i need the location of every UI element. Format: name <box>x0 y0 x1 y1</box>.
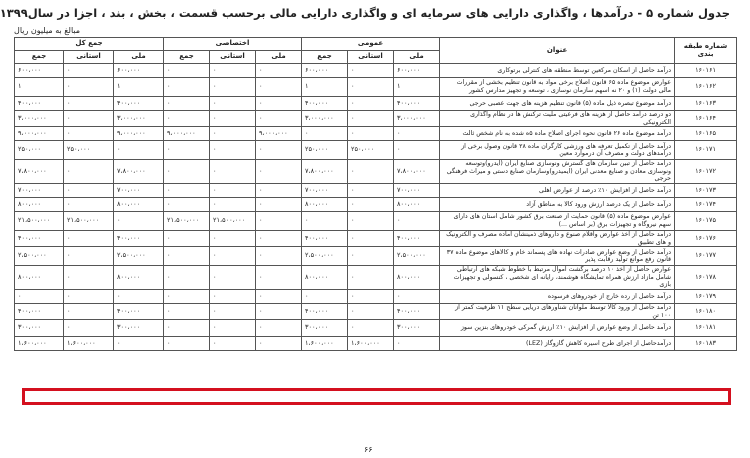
row-value-gs: ۷،۸۰۰،۰۰۰ <box>302 160 348 184</box>
row-value-gn: ۰ <box>394 211 440 230</box>
row-value-tp: ۰ <box>64 197 114 211</box>
row-title: درآمد موضوع ماده ۲۶ قانون نحوه اجرای اصلاح ماده ۵ه شده به نام شخص ثالث <box>440 127 675 141</box>
page-title: جدول شماره ۵ - درآمدها ، واگذاری دارایی های سرمایه ای و واگذاری دارایی مالی برحسب قسمت ، بخش ، بند ، اجزا در سال۱۳۹۹ <box>0 6 730 20</box>
row-value-gn: ۷،۸۰۰،۰۰۰ <box>394 160 440 184</box>
row-code: ۱۶۰۱۶۴ <box>675 111 737 127</box>
row-code: ۱۶۰۱۷۱ <box>675 141 737 160</box>
row-value-gp: ۰ <box>348 303 394 319</box>
page-number: ۶۶ <box>364 445 373 454</box>
row-value-tp: ۰ <box>64 266 114 290</box>
row-value-sp: ۰ <box>210 289 256 303</box>
row-value-tn: ۴۰۰،۰۰۰ <box>114 230 164 246</box>
row-value-tp: ۱،۶۰۰،۰۰۰ <box>64 337 114 351</box>
row-value-sn: ۰ <box>256 289 302 303</box>
row-value-gs: ۱ <box>302 78 348 97</box>
row-value-ts: ۲۱،۵۰۰،۰۰۰ <box>15 211 64 230</box>
row-value-ts: ۸۰۰،۰۰۰ <box>15 197 64 211</box>
row-value-gp: ۰ <box>348 183 394 197</box>
row-value-gn: ۳۰۰،۰۰۰ <box>394 320 440 337</box>
row-value-gp: ۰ <box>348 197 394 211</box>
row-value-sp: ۰ <box>210 97 256 111</box>
row-value-sn: ۰ <box>256 266 302 290</box>
row-value-ss: ۰ <box>164 230 210 246</box>
row-value-gp: ۰ <box>348 78 394 97</box>
header-special: اختصاصی <box>164 38 302 51</box>
row-value-gp: ۰ <box>348 111 394 127</box>
row-value-tn: ۹،۰۰۰،۰۰۰ <box>114 127 164 141</box>
row-value-tn: ۱ <box>114 78 164 97</box>
table-row <box>15 247 737 266</box>
table-row <box>15 64 737 78</box>
row-value-sp: ۰ <box>210 78 256 97</box>
row-value-sn: ۰ <box>256 320 302 337</box>
row-value-ss: ۰ <box>164 247 210 266</box>
row-title: درآمد حاصل از تکمیل تعرفه های ورزشی کارگران ماده ۲۸ قانون وصول برخی از درآمدهای دولت و مصرف آن درموارد معین <box>440 141 675 160</box>
row-value-gs: ۸۰۰،۰۰۰ <box>302 197 348 211</box>
row-value-sn: ۰ <box>256 111 302 127</box>
row-value-ts: ۲،۵۰۰،۰۰۰ <box>15 247 64 266</box>
row-value-gn: ۶۰۰،۰۰۰ <box>394 64 440 78</box>
row-value-ss: ۰ <box>164 337 210 351</box>
row-value-tp: ۰ <box>64 111 114 127</box>
row-value-tp: ۰ <box>64 289 114 303</box>
table-body <box>15 64 737 351</box>
row-value-ss: ۰ <box>164 289 210 303</box>
row-value-sn: ۰ <box>256 97 302 111</box>
row-value-ss: ۰ <box>164 111 210 127</box>
row-value-gp: ۰ <box>348 211 394 230</box>
row-code: ۱۶۰۱۷۶ <box>675 230 737 246</box>
row-title: درآمد حاصل از رده خارج از خودروهای فرسوده <box>440 289 675 303</box>
table-row <box>15 160 737 184</box>
row-value-sp: ۰ <box>210 160 256 184</box>
row-value-gp: ۰ <box>348 127 394 141</box>
row-value-tn: ۲،۵۰۰،۰۰۰ <box>114 247 164 266</box>
row-value-gp: ۰ <box>348 289 394 303</box>
row-value-gs: ۳،۰۰۰،۰۰۰ <box>302 111 348 127</box>
row-value-ts: ۴۰۰،۰۰۰ <box>15 230 64 246</box>
row-title: درآمد موضوع تبصره ذیل ماده (۵) قانون تنظیم هزینه های جهت عصبی حرجی <box>440 97 675 111</box>
row-value-sn: ۰ <box>256 247 302 266</box>
row-value-gn: ۰ <box>394 141 440 160</box>
header-general: عمومی <box>302 38 440 51</box>
table-row <box>15 289 737 303</box>
row-value-ts: ۶۰۰،۰۰۰ <box>15 64 64 78</box>
row-value-gn: ۷۰۰،۰۰۰ <box>394 183 440 197</box>
row-value-sn: ۰ <box>256 211 302 230</box>
row-value-gn: ۱ <box>394 78 440 97</box>
row-value-gs: ۰ <box>302 127 348 141</box>
row-code: ۱۶۰۱۷۸ <box>675 266 737 290</box>
table-row <box>15 303 737 319</box>
row-value-sp: ۰ <box>210 183 256 197</box>
row-value-tn: ۴۰۰،۰۰۰ <box>114 97 164 111</box>
row-value-gn: ۴۰۰،۰۰۰ <box>394 230 440 246</box>
row-value-tn: ۸۰۰،۰۰۰ <box>114 197 164 211</box>
row-value-sp: ۰ <box>210 230 256 246</box>
row-value-gs: ۶۰۰،۰۰۰ <box>302 64 348 78</box>
row-value-tn: ۰ <box>114 141 164 160</box>
row-value-gs: ۱،۶۰۰،۰۰۰ <box>302 337 348 351</box>
row-value-ss: ۰ <box>164 197 210 211</box>
row-value-tp: ۰ <box>64 127 114 141</box>
row-value-tn: ۰ <box>114 211 164 230</box>
row-code: ۱۶۰۱۶۳ <box>675 97 737 111</box>
row-value-sp: ۰ <box>210 111 256 127</box>
header-special-sum: جمع <box>164 51 210 64</box>
row-value-ss: ۰ <box>164 64 210 78</box>
row-code: ۱۶۰۱۸۱ <box>675 320 737 337</box>
row-title: درآمدحاصل از اجرای طرح اسیره کاهش گازوگاز (LEZ) <box>440 337 675 351</box>
header-special-national: ملی <box>256 51 302 64</box>
row-value-sp: ۰ <box>210 64 256 78</box>
row-value-gs: ۴۰۰،۰۰۰ <box>302 97 348 111</box>
row-value-sn: ۰ <box>256 230 302 246</box>
row-code: ۱۶۰۱۷۳ <box>675 183 737 197</box>
row-value-ts: ۴۰۰،۰۰۰ <box>15 303 64 319</box>
row-value-gs: ۲۵۰،۰۰۰ <box>302 141 348 160</box>
row-value-gn: ۰ <box>394 289 440 303</box>
row-value-tn: ۰ <box>114 289 164 303</box>
row-value-tp: ۰ <box>64 183 114 197</box>
row-title: عوارض حاصل از اخذ ۱۰ درصد برگشت اموال مرتبط با خطوط شبکه های ارتباطی شامل مازاد ارزش همراه تمایشگاه هوشمند، رایانه ای شخصی ، کنسولی و تجهیزات بازی <box>440 266 675 290</box>
row-value-gs: ۲،۵۰۰،۰۰۰ <box>302 247 348 266</box>
row-title: درآمد حاصل از ورود کالا توسط ملوانان شناورهای دریایی سطح ۱۱ ظرفیت کمتر از ۱۰۰ تن <box>440 303 675 319</box>
row-value-gn: ۰ <box>394 127 440 141</box>
row-value-tn: ۳،۰۰۰،۰۰۰ <box>114 111 164 127</box>
row-value-sn: ۰ <box>256 197 302 211</box>
table-row <box>15 211 737 230</box>
row-code: ۱۶۰۱۷۹ <box>675 289 737 303</box>
table-row <box>15 320 737 337</box>
row-code: ۱۶۰۱۶۱ <box>675 64 737 78</box>
row-value-sp: ۰ <box>210 197 256 211</box>
row-value-sn: ۰ <box>256 183 302 197</box>
row-value-ss: ۰ <box>164 303 210 319</box>
table-row <box>15 97 737 111</box>
row-value-ts: ۰ <box>15 289 64 303</box>
row-code: ۱۶۰۱۷۴ <box>675 197 737 211</box>
header-code: شماره طبقه بندی <box>675 38 737 64</box>
row-value-gn: ۸۰۰،۰۰۰ <box>394 266 440 290</box>
row-value-ss: ۰ <box>164 320 210 337</box>
row-value-tp: ۰ <box>64 247 114 266</box>
row-value-gn: ۰ <box>394 337 440 351</box>
row-value-sp: ۰ <box>210 303 256 319</box>
row-value-ss: ۲۱،۵۰۰،۰۰۰ <box>164 211 210 230</box>
row-value-ts: ۱ <box>15 78 64 97</box>
row-value-sp: ۰ <box>210 141 256 160</box>
row-value-tn: ۸۰۰،۰۰۰ <box>114 266 164 290</box>
row-value-tp: ۰ <box>64 303 114 319</box>
row-value-gn: ۲،۵۰۰،۰۰۰ <box>394 247 440 266</box>
table-row <box>15 141 737 160</box>
header-total-provincial: استانی <box>64 51 114 64</box>
row-value-gn: ۳،۰۰۰،۰۰۰ <box>394 111 440 127</box>
header-title: عنوان <box>440 38 675 64</box>
row-value-ss: ۰ <box>164 97 210 111</box>
header-total: جمع کل <box>15 38 164 51</box>
table-row <box>15 230 737 246</box>
row-value-ss: ۰ <box>164 141 210 160</box>
row-value-ts: ۳،۰۰۰،۰۰۰ <box>15 111 64 127</box>
row-code: ۱۶۰۱۸۰ <box>675 303 737 319</box>
header-general-national: ملی <box>394 51 440 64</box>
row-value-tp: ۰ <box>64 320 114 337</box>
row-title: درآمد حاصل از اسکان مرکعین توسط منطقه های کنترلی برتوکاری <box>440 64 675 78</box>
row-code: ۱۶۰۱۶۵ <box>675 127 737 141</box>
row-value-ss: ۰ <box>164 78 210 97</box>
row-title: درآمد حاصل از افزایش ۱۰٪ درصد از عوارض اهلی <box>440 183 675 197</box>
row-value-tp: ۰ <box>64 160 114 184</box>
table-row <box>15 183 737 197</box>
row-title: درآمد حاصل از وضع عوارض از افزایش ۱۰٪ ارزش گمرکی خودروهای بنزین سوز <box>440 320 675 337</box>
row-value-ss: ۹،۰۰۰،۰۰۰ <box>164 127 210 141</box>
row-value-sn: ۰ <box>256 78 302 97</box>
row-value-gp: ۰ <box>348 64 394 78</box>
row-value-sp: ۰ <box>210 127 256 141</box>
row-title: دو درصد درآمد حاصل از هزینه های فرعیتی ملیت ترکنش ها در نظام واگذاری الکترونیکی <box>440 111 675 127</box>
row-value-tp: ۰ <box>64 97 114 111</box>
row-title: عوارض موضوع ماده (۵) قانون حمایت از صنعت برق کشور شامل استان های دارای سهم نیروگاه و تجهیزات برق (بر اساس ...) <box>440 211 675 230</box>
table-row <box>15 111 737 127</box>
row-code: ۱۶۰۱۷۲ <box>675 160 737 184</box>
row-value-ss: ۰ <box>164 183 210 197</box>
row-title: درآمد حاصل از وضع عوارض صادرات نهاده های پسماند خام و کالاهای موضوع ماده ۳۷ قانون رفع موانع تولید رقابت پذیر <box>440 247 675 266</box>
row-value-gs: ۰ <box>302 211 348 230</box>
row-value-ts: ۲۵۰،۰۰۰ <box>15 141 64 160</box>
row-value-gs: ۸۰۰،۰۰۰ <box>302 266 348 290</box>
row-value-ts: ۳۰۰،۰۰۰ <box>15 320 64 337</box>
row-value-tp: ۰ <box>64 64 114 78</box>
row-value-ts: ۹،۰۰۰،۰۰۰ <box>15 127 64 141</box>
row-code: ۱۶۰۱۷۵ <box>675 211 737 230</box>
row-value-tn: ۷۰۰،۰۰۰ <box>114 183 164 197</box>
row-value-tn: ۶۰۰،۰۰۰ <box>114 64 164 78</box>
row-value-tp: ۰ <box>64 78 114 97</box>
row-value-sn: ۰ <box>256 303 302 319</box>
row-value-sp: ۰ <box>210 320 256 337</box>
row-title: درآمد حاصل از اخذ عوارض واقلام صنوع و داروهای ذمینشان آماده مصرف و الکترونیک و های تطبیق <box>440 230 675 246</box>
row-value-sn: ۰ <box>256 337 302 351</box>
row-value-tp: ۲۱،۵۰۰،۰۰۰ <box>64 211 114 230</box>
row-value-gs: ۰ <box>302 289 348 303</box>
row-value-tn: ۳۰۰،۰۰۰ <box>114 320 164 337</box>
row-value-ts: ۴۰۰،۰۰۰ <box>15 97 64 111</box>
row-value-sp: ۰ <box>210 247 256 266</box>
row-value-gn: ۴۰۰،۰۰۰ <box>394 303 440 319</box>
row-value-gp: ۰ <box>348 230 394 246</box>
row-value-ts: ۱،۶۰۰،۰۰۰ <box>15 337 64 351</box>
row-value-sp: ۰ <box>210 266 256 290</box>
row-value-gs: ۷۰۰،۰۰۰ <box>302 183 348 197</box>
row-value-gp: ۱،۶۰۰،۰۰۰ <box>348 337 394 351</box>
table-row <box>15 197 737 211</box>
row-value-gp: ۲۵۰،۰۰۰ <box>348 141 394 160</box>
row-value-sn: ۰ <box>256 160 302 184</box>
row-title: درآمد حاصل از تبین سازمان های گسترش ونوسازی صنایع ایران (ایدرو)وتوسعه ونوسازی معادن و صنایع معدنی ایران (ایمیدرو)وسازمان صنایع دستی و میراث فرهنگی حرجی <box>440 160 675 184</box>
row-code: ۱۶۰۱۶۲ <box>675 78 737 97</box>
row-title: درآمد حاصل از یک درصد ارزش ورود کالا به مناطق آزاد <box>440 197 675 211</box>
row-value-tp: ۲۵۰،۰۰۰ <box>64 141 114 160</box>
row-value-ts: ۷۰۰،۰۰۰ <box>15 183 64 197</box>
row-value-ts: ۷،۸۰۰،۰۰۰ <box>15 160 64 184</box>
row-value-gp: ۰ <box>348 247 394 266</box>
table-row <box>15 337 737 351</box>
row-value-sp: ۰ <box>210 337 256 351</box>
budget-table <box>14 37 737 351</box>
row-value-gp: ۰ <box>348 266 394 290</box>
row-value-gn: ۴۰۰،۰۰۰ <box>394 97 440 111</box>
row-value-tn: ۰ <box>114 337 164 351</box>
header-total-national: ملی <box>114 51 164 64</box>
row-value-sn: ۹،۰۰۰،۰۰۰ <box>256 127 302 141</box>
row-value-ss: ۰ <box>164 160 210 184</box>
highlight-box <box>22 388 731 405</box>
row-value-tp: ۰ <box>64 230 114 246</box>
row-value-sn: ۰ <box>256 141 302 160</box>
header-general-sum: جمع <box>302 51 348 64</box>
row-value-gp: ۰ <box>348 160 394 184</box>
header-general-provincial: استانی <box>348 51 394 64</box>
table-row <box>15 266 737 290</box>
header-total-sum: جمع <box>15 51 64 64</box>
row-value-tn: ۴۰۰،۰۰۰ <box>114 303 164 319</box>
row-value-ss: ۰ <box>164 266 210 290</box>
row-code: ۱۶۰۱۸۳ <box>675 337 737 351</box>
row-value-gs: ۴۰۰،۰۰۰ <box>302 303 348 319</box>
row-value-gs: ۳۰۰،۰۰۰ <box>302 320 348 337</box>
row-code: ۱۶۰۱۷۷ <box>675 247 737 266</box>
row-value-sn: ۰ <box>256 64 302 78</box>
row-value-sp: ۲۱،۵۰۰،۰۰۰ <box>210 211 256 230</box>
header-special-provincial: استانی <box>210 51 256 64</box>
row-title: عوارض موضوع ماده ۶۵ قانون اصلاح برخی مواد به قانون تنظیم بخشی از مقررات مالی دولت (۱) و ۲۰ نه اسهم سازمان نوسازی ، توسعه و تجهیز مدارس کشور <box>440 78 675 97</box>
row-value-gp: ۰ <box>348 320 394 337</box>
row-value-gs: ۴۰۰،۰۰۰ <box>302 230 348 246</box>
table-row <box>15 127 737 141</box>
row-value-gp: ۰ <box>348 97 394 111</box>
table-row <box>15 78 737 97</box>
row-value-gn: ۸۰۰،۰۰۰ <box>394 197 440 211</box>
unit-note: مبالغ به میلیون ریال <box>14 26 81 35</box>
row-value-ts: ۸۰۰،۰۰۰ <box>15 266 64 290</box>
row-value-tn: ۷،۸۰۰،۰۰۰ <box>114 160 164 184</box>
